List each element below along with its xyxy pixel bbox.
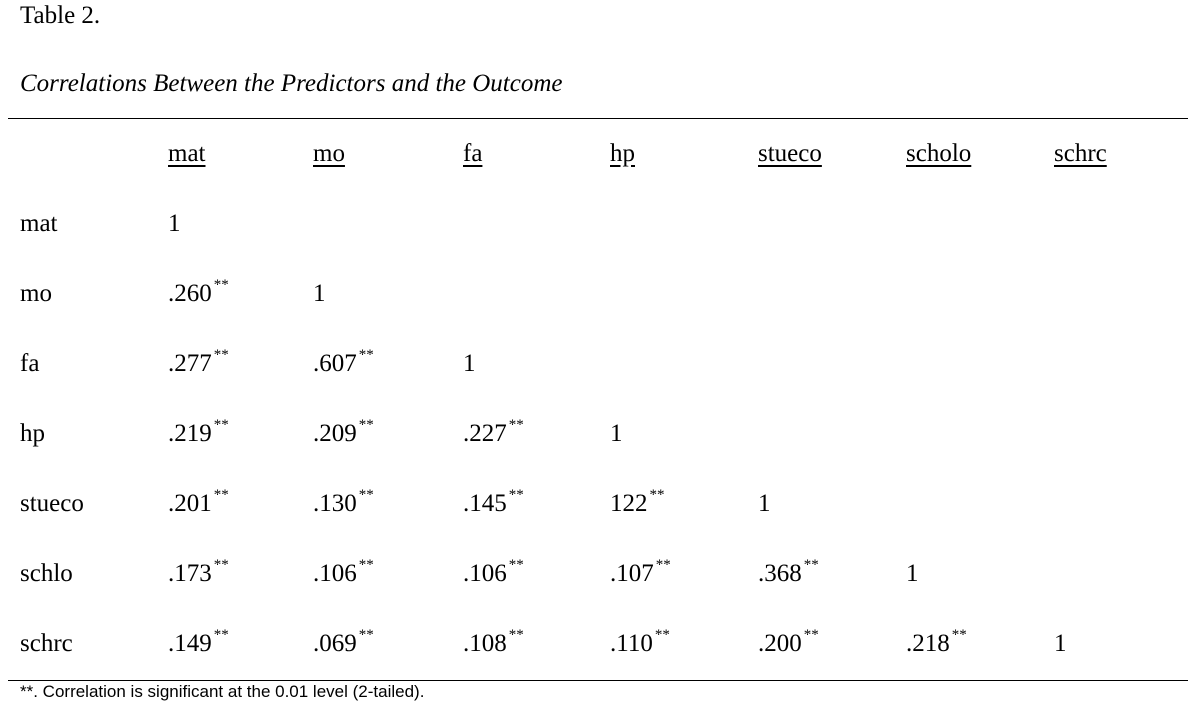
- row-label: hp: [20, 420, 45, 447]
- cell-value: .607: [313, 350, 357, 377]
- column-header: scholo: [906, 140, 972, 167]
- table-label: Table 2.: [20, 2, 101, 29]
- cell-value: 1: [906, 560, 919, 587]
- table-cell: [758, 557, 819, 588]
- significance-marker: **: [213, 277, 229, 293]
- table-cell: [463, 417, 524, 448]
- table-cell: [758, 490, 771, 518]
- cell-value: .106: [313, 560, 357, 587]
- cell-value: .368: [758, 560, 802, 587]
- significance-marker: **: [649, 487, 665, 503]
- significance-marker: **: [508, 557, 524, 573]
- table-cell: [610, 557, 671, 588]
- row-label: stueco: [20, 490, 84, 517]
- cell-value: .106: [463, 560, 507, 587]
- table-cell: [1054, 630, 1067, 658]
- column-header: mo: [313, 140, 345, 167]
- column-header: fa: [463, 140, 483, 167]
- cell-value: .173: [168, 560, 212, 587]
- significance-marker: **: [654, 627, 670, 643]
- significance-marker: **: [213, 347, 229, 363]
- table-cell: [168, 277, 229, 308]
- table-cell: [313, 627, 374, 658]
- cell-value: .277: [168, 350, 212, 377]
- table-cell: [313, 347, 374, 378]
- cell-value: 1: [1054, 630, 1067, 657]
- cell-value: .130: [313, 490, 357, 517]
- column-header: schrc: [1054, 140, 1107, 167]
- significance-marker: **: [951, 627, 967, 643]
- table-cell: [463, 557, 524, 588]
- cell-value: 122: [610, 490, 648, 517]
- table-cell: [906, 560, 919, 588]
- cell-value: 1: [610, 420, 623, 447]
- cell-value: .110: [610, 630, 653, 657]
- table-cell: [313, 557, 374, 588]
- column-header: hp: [610, 140, 635, 167]
- row-label: mat: [20, 210, 58, 237]
- significance-marker: **: [803, 627, 819, 643]
- significance-marker: **: [508, 417, 524, 433]
- cell-value: 1: [463, 350, 476, 377]
- significance-marker: **: [655, 557, 671, 573]
- table-cell: [610, 487, 665, 518]
- significance-marker: **: [358, 417, 374, 433]
- table-cell: [168, 557, 229, 588]
- bottom-rule: [8, 680, 1188, 681]
- table-cell: [463, 350, 476, 378]
- row-label: mo: [20, 280, 52, 307]
- table-cell: [610, 627, 670, 658]
- row-label: fa: [20, 350, 40, 377]
- table-cell: [758, 627, 819, 658]
- table-cell: [168, 487, 229, 518]
- significance-marker: **: [213, 557, 229, 573]
- top-rule: [8, 118, 1188, 119]
- cell-value: .145: [463, 490, 507, 517]
- cell-value: .201: [168, 490, 212, 517]
- cell-value: .218: [906, 630, 950, 657]
- cell-value: .260: [168, 280, 212, 307]
- table-cell: [463, 627, 524, 658]
- table-cell: [168, 347, 229, 378]
- cell-value: 1: [758, 490, 771, 517]
- cell-value: 1: [313, 280, 326, 307]
- row-label: schrc: [20, 630, 73, 657]
- table-cell: [463, 487, 524, 518]
- cell-value: .200: [758, 630, 802, 657]
- table-cell: [168, 210, 181, 238]
- significance-marker: **: [213, 487, 229, 503]
- column-header: mat: [168, 140, 206, 167]
- significance-marker: **: [213, 417, 229, 433]
- table-caption: Correlations Between the Predictors and the Outcome: [20, 70, 563, 97]
- significance-marker: **: [358, 557, 374, 573]
- significance-marker: **: [358, 347, 374, 363]
- significance-marker: **: [803, 557, 819, 573]
- significance-marker: **: [358, 487, 374, 503]
- significance-marker: **: [508, 487, 524, 503]
- cell-value: .108: [463, 630, 507, 657]
- significance-marker: **: [508, 627, 524, 643]
- table-cell: [313, 280, 326, 308]
- significance-marker: **: [358, 627, 374, 643]
- table-cell: [168, 417, 229, 448]
- table-cell: [313, 417, 374, 448]
- footnote: **. Correlation is significant at the 0.01 level (2-tailed).: [20, 682, 425, 701]
- cell-value: .107: [610, 560, 654, 587]
- table-cell: [610, 420, 623, 448]
- cell-value: .227: [463, 420, 507, 447]
- table-cell: [313, 487, 374, 518]
- cell-value: .219: [168, 420, 212, 447]
- significance-marker: **: [213, 627, 229, 643]
- cell-value: .069: [313, 630, 357, 657]
- row-label: schlo: [20, 560, 73, 587]
- column-header: stueco: [758, 140, 822, 167]
- table-cell: [906, 627, 967, 658]
- cell-value: .209: [313, 420, 357, 447]
- table-cell: [168, 627, 229, 658]
- cell-value: .149: [168, 630, 212, 657]
- cell-value: 1: [168, 210, 181, 237]
